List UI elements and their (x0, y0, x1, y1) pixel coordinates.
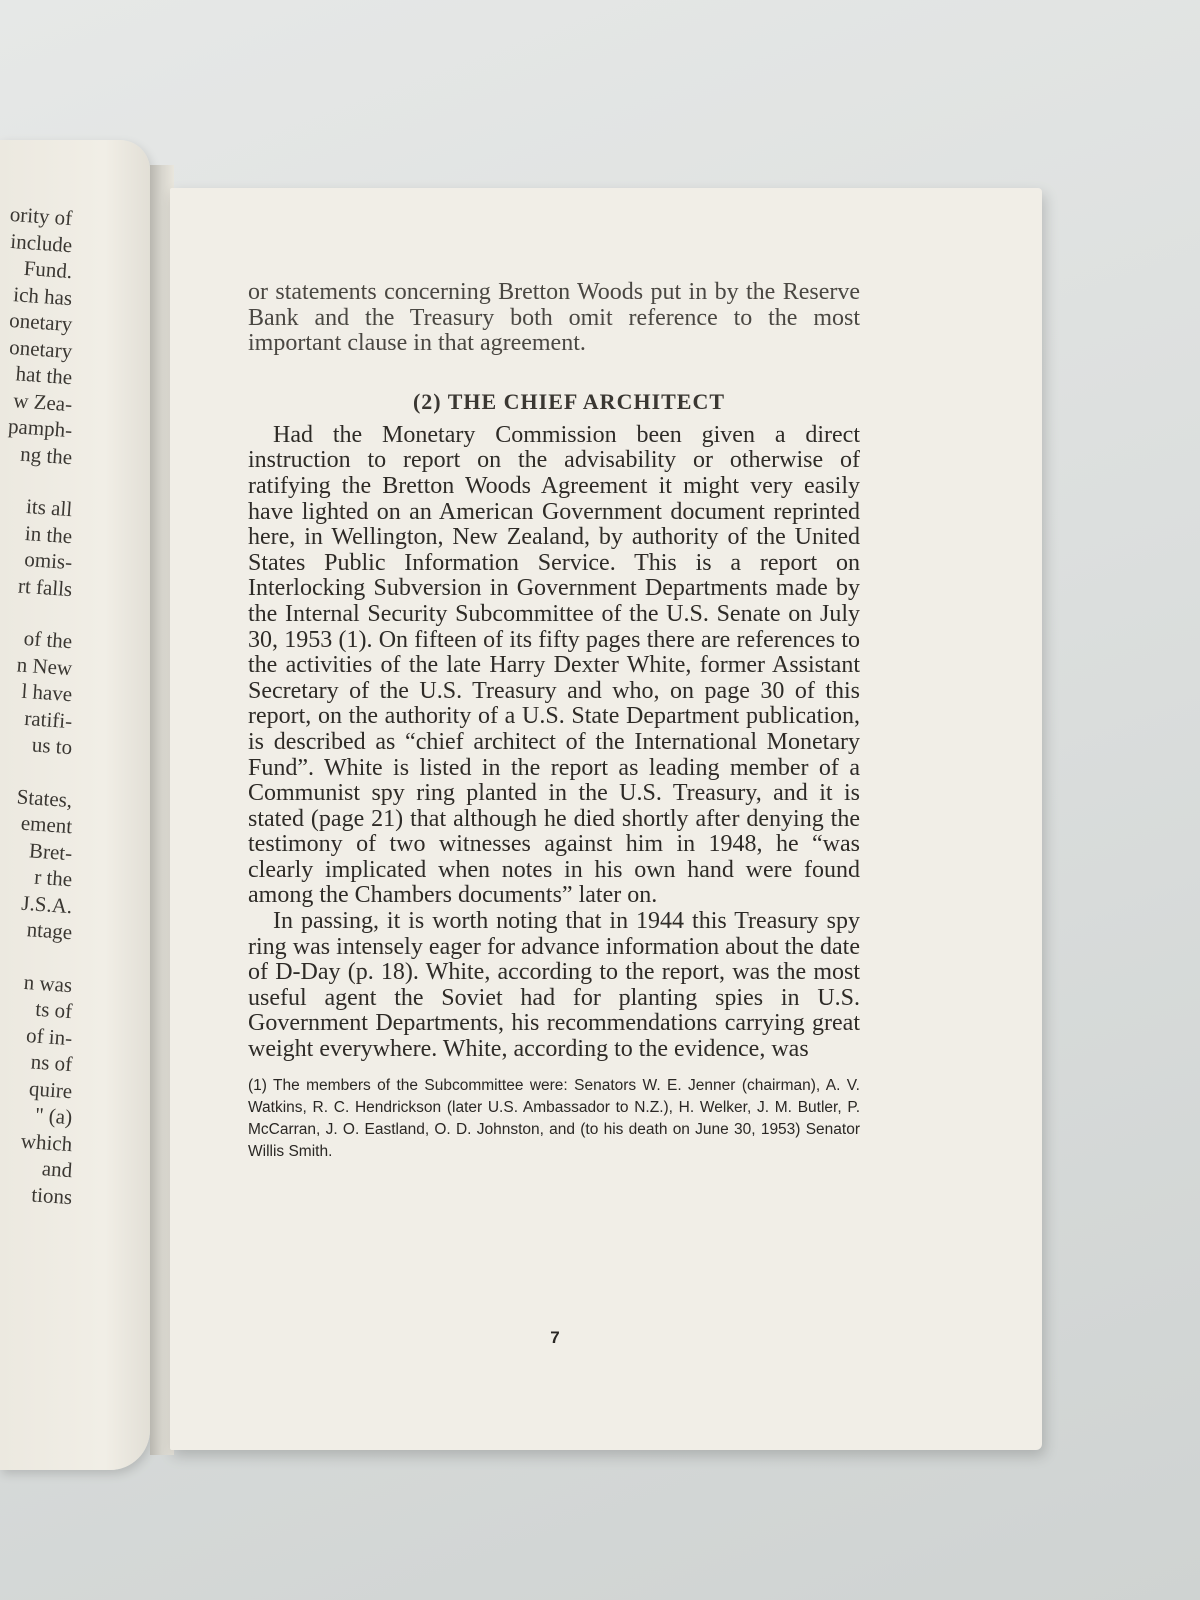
left-page-line: and (41, 1156, 74, 1183)
left-page-text (0, 201, 140, 1215)
left-page-line: hat the (14, 361, 74, 390)
left-page-line: Fund. (23, 255, 74, 284)
right-page (170, 188, 1042, 1450)
left-page-line: rt falls (17, 573, 74, 601)
left-page-line: its all (25, 494, 74, 522)
left-page-line: quire (28, 1075, 74, 1103)
left-page-line: of the (23, 625, 74, 654)
left-page-line: Bret- (28, 837, 74, 865)
left-page-line: of in- (25, 1022, 74, 1050)
left-page-line: onetary (8, 334, 74, 363)
body-paragraph-1: Had the Monetary Commission been given a direct instruction to report on the advisability or otherwise of ratifying the Bretton Woods Agreement it might very easily have lighted on an American Government document reprinted here, in Wellington, New Zealand, by authority of the United States Public Information Service. This is a report on Interlocking Subversion in Government Departments made by the Internal Security Subcommittee of the U.S. Senate on July 30, 1953 (1). On fifteen of its fifty pages there are references to the activities of the late Harry Dexter White, former Assistant Secretary of the U.S. Treasury and who, on page 30 of this report, on the authority of a U.S. State Department publication, is described as “chief architect of the International Monetary Fund”. White is listed in the report as leading member of a Communist spy ring planted in the U.S. Treasury, and it is stated (page 21) that although he died shortly after denying the testimony of two witnesses against him in 1948, he “was clearly implicated when notes in his own hand were found among the Chambers documents” later on. (248, 421, 860, 909)
left-page-line: ich has (12, 281, 74, 310)
left-page-line: ority of (9, 201, 74, 231)
left-page-line: ement (20, 810, 74, 839)
left-page-line: in the (24, 520, 74, 548)
page-number: 7 (550, 1328, 560, 1347)
body-paragraph-2: In passing, it is worth noting that in 1944 this Treasury spy ring was intensely eager for advance information about the date of D-Day (p. 18). White, according to the report, was the most useful agent the Soviet had for planting spies in U.S. Government Departments, his recommendations carrying great weight everywhere. White, according to the evidence, was (248, 908, 860, 1063)
left-page-line: ns of (30, 1049, 74, 1077)
section-heading: (2) THE CHIEF ARCHITECT (412, 388, 726, 414)
left-page-line: n was (23, 969, 74, 997)
left-page-line: r the (33, 864, 74, 892)
left-page-line: States, (16, 783, 74, 812)
left-page-line: which (20, 1128, 74, 1156)
left-page-line: l have (20, 678, 74, 707)
left-page-line: pamph- (7, 413, 74, 443)
left-page-line: w Zea- (12, 387, 74, 416)
left-page-line: include (9, 228, 74, 257)
left-page-line: us to (31, 732, 74, 760)
left-page-line: " (a) (34, 1102, 74, 1130)
opening-paragraph: or statements concerning Bretton Woods put in by the Reserve Bank and the Treasury both omit reference to the most important clause in that agreement. (248, 279, 860, 357)
left-page-line: ntage (25, 917, 74, 945)
left-page-line: ts of (34, 996, 74, 1024)
left-page-line: J.S.A. (20, 890, 74, 918)
left-page-line: n New (16, 651, 74, 680)
footnote: (1) The members of the Subcommittee were: Senators W. E. Jenner (chairman), A. V. Watkins, R. C. Hendrickson (later U.S. Ambassador to N.Z.), H. Welker, J. M. Butler, P. McCarran, J. O. Eastland, O. D. Johnston, and (to his death on June 30, 1953) Senator Willis Smith. (248, 1076, 860, 1160)
left-page (0, 140, 150, 1470)
left-page-line: omis- (23, 546, 74, 575)
left-page-line: onetary (8, 307, 74, 337)
left-page-line: tions (30, 1181, 74, 1209)
left-page-line: ng the (19, 441, 74, 469)
page-content (248, 280, 860, 1178)
left-page-line: ratifi- (23, 705, 74, 733)
